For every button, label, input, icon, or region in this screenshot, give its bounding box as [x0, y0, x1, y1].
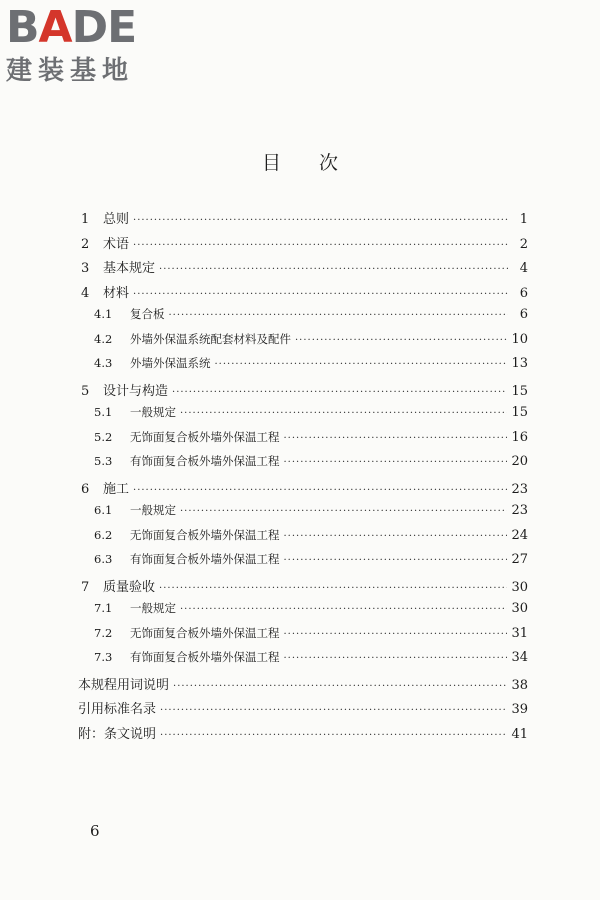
toc-dot-leader	[160, 730, 507, 741]
toc-dot-leader	[159, 264, 508, 275]
toc-entry	[78, 380, 528, 405]
toc-entry-number: 6	[81, 481, 90, 497]
toc-entry-label: 有饰面复合板外墙外保温工程	[130, 454, 280, 468]
toc-dot-leader	[159, 583, 507, 594]
toc-entry-number: 4	[81, 285, 90, 301]
toc-entry-page: 6	[519, 307, 528, 322]
page-number: 6	[90, 822, 100, 840]
toc-entry-label: 质量验收	[103, 579, 156, 595]
toc-entry	[78, 404, 528, 429]
toc-entry-number: 6.1	[94, 503, 113, 517]
toc-entry-label: 有饰面复合板外墙外保温工程	[130, 650, 280, 664]
toc-entry-page: 1	[519, 212, 528, 227]
toc-entry-number: 5.3	[94, 454, 113, 468]
toc-entry	[78, 257, 528, 282]
toc-entry-number: 5.1	[94, 405, 113, 419]
toc-entry-number: 7.1	[94, 601, 113, 615]
toc-entry	[78, 306, 528, 331]
toc-entry-number: 5	[81, 383, 90, 399]
toc-entry	[78, 502, 528, 527]
toc-entry	[78, 551, 528, 576]
toc-entry	[78, 478, 528, 503]
toc-entry-label: 无饰面复合板外墙外保温工程	[130, 625, 280, 640]
toc-entry-number: 5.2	[94, 429, 113, 444]
toc-dot-leader	[172, 387, 507, 398]
toc-dot-leader	[160, 705, 507, 716]
toc-entry	[78, 429, 528, 454]
toc-dot-leader	[295, 335, 507, 346]
toc-entry	[78, 576, 528, 601]
toc-entry-number: 1	[81, 212, 90, 227]
toc-dot-leader	[169, 310, 509, 321]
toc-entry	[78, 527, 528, 552]
toc-dot-leader	[133, 240, 508, 251]
toc-entry-label: 无饰面复合板外墙外保温工程	[130, 527, 280, 542]
toc-entry-page: 34	[511, 650, 528, 665]
toc-entry-number: 6.2	[94, 527, 113, 542]
toc-entry	[78, 453, 528, 478]
toc-entry-number: 4.2	[94, 331, 113, 346]
toc-dot-leader	[180, 604, 507, 615]
toc-entry	[78, 600, 528, 625]
toc-entry-page: 27	[511, 552, 528, 567]
toc-entry	[78, 625, 528, 650]
page-title: 目次	[261, 152, 376, 174]
toc-dot-leader	[180, 506, 507, 517]
toc-dot-leader	[215, 359, 508, 370]
logo-subtitle: 建装基地	[6, 56, 135, 86]
toc-entry	[78, 233, 528, 258]
logo-letter-b: B	[6, 2, 39, 53]
toc-entry	[78, 355, 528, 380]
toc-entry-label: 一般规定	[130, 405, 176, 419]
toc-dot-leader	[284, 653, 508, 664]
toc-entry	[78, 698, 528, 723]
toc-entry-page: 16	[511, 429, 528, 445]
toc-entry-number: 7.2	[94, 625, 113, 640]
toc-entry-label: 无饰面复合板外墙外保温工程	[130, 429, 280, 444]
toc-dot-leader	[180, 408, 507, 419]
toc-entry-number: 4.1	[94, 307, 113, 321]
toc-entry	[78, 331, 528, 356]
toc-entry-label: 总则	[103, 212, 130, 227]
toc-entry-page: 20	[511, 454, 528, 469]
toc-entry-label: 一般规定	[130, 503, 176, 517]
toc-entry	[78, 649, 528, 674]
logo-wordmark	[6, 2, 176, 53]
toc-entry-label: 术语	[103, 236, 130, 252]
toc-entry-label: 有饰面复合板外墙外保温工程	[130, 552, 280, 566]
toc-entry-label: 引用标准名录	[78, 702, 157, 717]
toc-dot-leader	[133, 485, 507, 496]
toc-entry-page: 38	[511, 677, 528, 693]
toc-entry-page: 31	[511, 625, 528, 641]
toc-entry-number: 3	[81, 261, 90, 276]
toc-entry-label: 附：条文说明	[78, 726, 157, 742]
toc-dot-leader	[284, 457, 508, 468]
toc-entry-page: 30	[511, 579, 528, 595]
toc-entry-page: 15	[511, 405, 528, 420]
toc-entry-label: 外墙外保温系统配套材料及配件	[130, 331, 291, 346]
toc-entry-label: 施工	[103, 481, 130, 497]
toc-entry-page: 39	[511, 702, 528, 717]
toc-entry-page: 6	[519, 285, 528, 301]
toc-dot-leader	[173, 681, 507, 692]
toc-entry-page: 13	[511, 356, 528, 371]
logo-letters-de: DE	[71, 2, 137, 53]
logo-letter-a: A	[38, 2, 72, 53]
toc-entry-page: 24	[511, 527, 528, 543]
toc-entry	[78, 282, 528, 307]
toc-entry-number: 4.3	[94, 356, 113, 370]
toc-dot-leader	[133, 215, 508, 226]
bade-logo	[6, 2, 176, 88]
toc-entry-page: 30	[511, 601, 528, 616]
toc-entry-page: 2	[519, 236, 528, 252]
toc-entry-number: 7.3	[94, 650, 113, 664]
toc-entry-number: 6.3	[94, 552, 113, 566]
toc-dot-leader	[284, 531, 508, 542]
toc-entry-label: 本规程用词说明	[78, 677, 170, 693]
toc-entry-page: 10	[511, 331, 528, 347]
toc-dot-leader	[284, 433, 508, 444]
toc-entry-page: 23	[511, 503, 528, 518]
toc-entry-label: 基本规定	[103, 261, 156, 276]
toc-entry-page: 23	[511, 481, 528, 497]
toc-entry	[78, 208, 528, 233]
toc-entry	[78, 723, 528, 748]
toc-entry-number: 2	[81, 236, 90, 252]
toc-entry-label: 复合板	[130, 307, 165, 321]
toc-dot-leader	[133, 289, 508, 300]
toc-entry-label: 一般规定	[130, 601, 176, 615]
toc-entry-label: 外墙外保温系统	[130, 356, 211, 370]
toc-entry-label: 设计与构造	[103, 383, 169, 399]
toc-dot-leader	[284, 555, 508, 566]
toc-entry-page: 15	[511, 383, 528, 399]
toc-entry-number: 7	[81, 579, 90, 595]
toc-entry-page: 41	[511, 726, 528, 742]
table-of-contents	[78, 208, 528, 747]
toc-dot-leader	[284, 629, 508, 640]
toc-entry-label: 材料	[103, 285, 130, 301]
toc-entry	[78, 674, 528, 699]
toc-entry-page: 4	[519, 261, 528, 276]
